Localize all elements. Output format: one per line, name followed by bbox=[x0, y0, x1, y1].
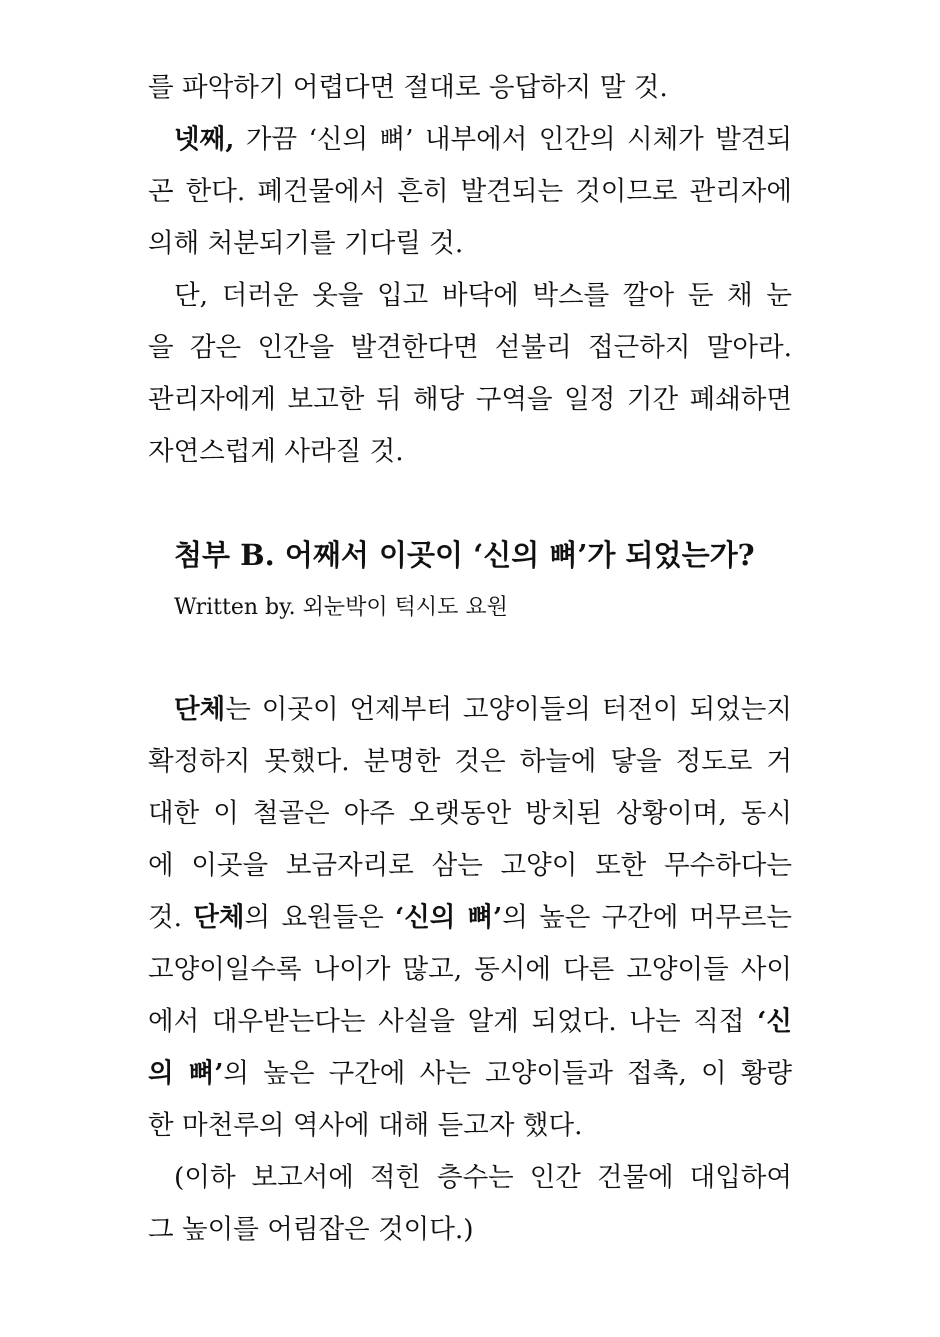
text-span: 는 이곳이 언제부터 고양이들의 터전이 되었는지 bbox=[225, 694, 792, 725]
text-span: 그 높이를 어림잡은 것이다.) bbox=[148, 1214, 474, 1245]
text-span: 대한 이 철골은 아주 오랫동안 방치된 상황이며, 동시 bbox=[148, 798, 792, 829]
text-line bbox=[148, 846, 792, 886]
bold-term: ‘신 bbox=[757, 1006, 792, 1037]
bold-term: 넷째, bbox=[174, 124, 235, 155]
text-span: 것. bbox=[148, 902, 194, 933]
bold-term: 단체 bbox=[174, 694, 226, 725]
text-span: 관리자에게 보고한 뒤 해당 구역을 일정 기간 폐쇄하면 bbox=[148, 384, 792, 415]
text-line bbox=[148, 1210, 792, 1250]
text-span: 곤 한다. 폐건물에서 흔히 발견되는 것이므로 관리자에 bbox=[148, 176, 792, 207]
text-line bbox=[148, 224, 792, 264]
text-span: 의 요원들은 bbox=[244, 902, 395, 933]
section-heading: 첨부 B. 어째서 이곳이 ‘신의 뼈’가 되었는가? bbox=[174, 538, 755, 572]
text-line bbox=[148, 172, 792, 212]
text-line bbox=[148, 742, 792, 782]
text-span: 에서 대우받는다는 사실을 알게 되었다. 나는 직접 bbox=[148, 1006, 758, 1037]
text-span: 한 마천루의 역사에 대해 듣고자 했다. bbox=[148, 1110, 583, 1141]
text-line bbox=[148, 68, 792, 108]
text-line bbox=[174, 120, 792, 160]
text-span: 의 높은 구간에 사는 고양이들과 접촉, 이 황량 bbox=[223, 1058, 792, 1089]
text-span: 에 이곳을 보금자리로 삼는 고양이 또한 무수하다는 bbox=[148, 850, 792, 881]
text-span: 자연스럽게 사라질 것. bbox=[148, 436, 404, 467]
text-span: (이하 보고서에 적힌 층수는 인간 건물에 대입하여 bbox=[174, 1162, 792, 1193]
byline: Written by. 외눈박이 턱시도 요원 bbox=[174, 595, 508, 620]
text-line bbox=[148, 1054, 792, 1094]
text-line bbox=[148, 1106, 792, 1146]
text-line bbox=[148, 1002, 792, 1042]
text-line bbox=[148, 794, 792, 834]
bold-term: 단체 bbox=[193, 902, 245, 933]
text-line bbox=[174, 276, 792, 316]
text-span: 단, 더러운 옷을 입고 바닥에 박스를 깔아 둔 채 눈 bbox=[174, 280, 792, 311]
text-line bbox=[174, 690, 792, 730]
text-span: 의해 처분되기를 기다릴 것. bbox=[148, 228, 464, 259]
text-line bbox=[148, 898, 792, 938]
text-span: 확정하지 못했다. 분명한 것은 하늘에 닿을 정도로 거 bbox=[148, 746, 792, 777]
text-span: 가끔 ‘신의 뼈’ 내부에서 인간의 시체가 발견되 bbox=[234, 124, 792, 155]
bold-term: ‘신의 뼈’ bbox=[394, 902, 503, 933]
bold-term: 의 뼈’ bbox=[148, 1058, 224, 1089]
text-span: 를 파악하기 어렵다면 절대로 응답하지 말 것. bbox=[148, 72, 668, 103]
text-span: 을 감은 인간을 발견한다면 섣불리 접근하지 말아라. bbox=[148, 332, 792, 363]
text-line bbox=[174, 1158, 792, 1198]
text-line bbox=[148, 950, 792, 990]
text-line bbox=[148, 380, 792, 420]
text-span: 의 높은 구간에 머무르는 bbox=[502, 902, 793, 933]
text-span: 고양이일수록 나이가 많고, 동시에 다른 고양이들 사이 bbox=[148, 954, 792, 985]
text-line bbox=[148, 432, 792, 472]
text-line bbox=[148, 328, 792, 368]
